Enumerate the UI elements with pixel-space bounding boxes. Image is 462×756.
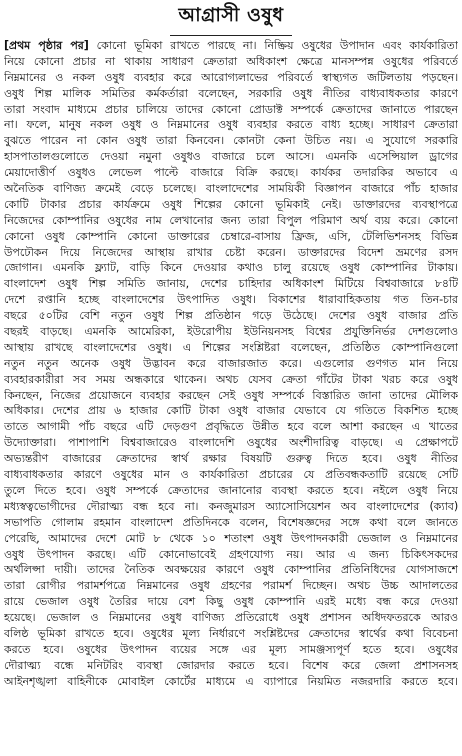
article-line: বছরই বাড়ছে। এমনকি আমেরিকা, ইউরোপীয় ইউনিয়নসহ বিশ্বের প্রযুক্তিনির্ভর দেশগুলোও [4, 325, 458, 339]
article-line: বাধ্যবাধকতার কারণে ওষুধের মান ও কার্যকারিতা প্রচারের যে প্রতিবন্ধকতাটি রয়েছে সেটি [4, 468, 458, 482]
article-line-text: কোনো ভূমিকা রাখতে পারছে না। নিষ্ক্রিয় ওষুধের উপাদান এবং কার্যকারিতা [88, 39, 458, 52]
article-line: সভাপতি গোলাম রহমান বাংলাদেশ প্রতিদিনকে বলেন, বিশেষজ্ঞদের সঙ্গে কথা বলে জানতে [4, 515, 458, 529]
continuation-label: [প্রথম পৃষ্ঠার পর] [4, 39, 89, 52]
article-line: তাতে আগামী পাঁচ বছরে এটি দেড়গুণ প্রবৃদ্ধিতে উন্নীত হবে বলে আশা করছেন এ খাতের [4, 420, 458, 434]
article-line: হাসপাতালগুলোতে দেওয়া নমুনা ওষুধও বাজারে চলে আসে। এমনকি এসেন্সিয়াল ড্রাগের [4, 150, 458, 164]
article-line: আইনশৃঙ্খলা বাহিনীকে মোবাইল কোর্টের মাধ্যমে এ ব্যাপারে নিয়মিত নজরদারি করতে হবে। [4, 674, 458, 688]
article-line: দৌরাত্ম্য বন্ধে মনিটরিং ব্যবস্থা জোরদার করতে হবে। বিশেষ করে জেলা প্রশাসনসহ [4, 658, 458, 672]
article-line: মধ্যস্বত্বভোগীদের দৌরাত্ম্য বন্ধ হবে না। কনজুমারস অ্যাসোসিয়েশন অব বাংলাদেশের (ক্যাব) [4, 499, 458, 513]
article-line: জোগান। এমনকি ফ্ল্যাট, বাড়ি কিনে দেওয়ার কথাও চালু রয়েছে ওষুধ কোম্পানির টাকায়। [4, 261, 458, 275]
article-line: নিয়ে কোনো প্রচার না থাকায় সাধারণ ক্রেতারা অধিকাংশ ক্ষেত্রে মানসম্পন্ন ওষুধের পরিবর্তে [4, 54, 458, 68]
article-line: ওষুধ উৎপাদন করছে। এটি কোনোভাবেই গ্রহণযোগ্য নয়। আর এ জন্য চিকিৎসকদের [4, 547, 458, 561]
article-line: নিম্নমানের ও নকল ওষুধ ব্যবহার করে আরোগ্যলাভের পরিবর্তে স্বাস্থ্যগত জটিলতায় পড়ছেন। [4, 70, 458, 84]
article-line: তুলে দিতে হবে। ওষুধ সম্পর্কে ক্রেতাদের জানানোর ব্যবস্থা করতে হবে। নইলে ওষুধ নিয়ে [4, 483, 458, 497]
article-line: হয়েছে। ভেজাল ও নিম্নমানের ওষুধ বাণিজ্য প্রতিরোধে ওষুধ প্রশাসন অধিদফতরকে আরও [4, 611, 458, 625]
article-body [4, 38, 458, 752]
article-line: করতে হবে। ওষুধের উৎপাদন ব্যয়ের সঙ্গে এর মূল্য সামঞ্জস্যপূর্ণ হতে হবে। ওষুধের [4, 642, 458, 656]
article-line [4, 38, 458, 54]
article-line: অধিকার। দেশের প্রায় ৬ হাজার কোটি টাকা ওষুধ বাজার যেভাবে যে গতিতে বিকশিত হচ্ছে [4, 404, 458, 418]
article-line: দেশে রপ্তানি হচ্ছে বাংলাদেশের উৎপাদিত ওষুধ। বিকাশের ধারাবাহিকতায় গত তিন-চার [4, 293, 458, 307]
article-line: তারা রোগীর পরামর্শপত্রে নিম্নমানের ওষুধ গ্রহণের পরামর্শ দিচ্ছেন। অথচ উচ্চ আদালতের [4, 579, 458, 593]
article-line: না। ফলে, মানুষ নকল ওষুধ ও নিম্নমানের ওষুধ ব্যবহার করতে বাধ্য হচ্ছে। সাধারণ ক্রেতারা [4, 118, 458, 132]
article-line: তারা সংবাদ মাধ্যমে প্রচার চালিয়ে তাদের কোনো প্রোডাক্ট সম্পর্কে ক্রেতাদের জানাতে পারছেন [4, 102, 458, 116]
article-line: কোনো ওষুধ কোম্পানি কোনো ডাক্তারের চেম্বারে-বাসায় ফ্রিজ, এসি, টেলিভিশনসহ বিভিন্ন [4, 229, 458, 243]
article-line: বুঝতে পারেন না কোন ওষুধ তারা কিনবেন। কোনটা কেনা উচিত নয়। এ সুযোগে সরকারি [4, 134, 458, 148]
article-line: পেরেছি, আমাদের দেশে মোট ৮ থেকে ১০ শতাংশ ওষুধ উৎপাদনকারী ভেজাল ও নিম্নমানের [4, 531, 458, 545]
article-line: কোটি টাকার প্রচার কার্যক্রমে ওষুধ শিল্পের কোনো ভূমিকাই নেই। ডাক্তারদের ব্যবস্থাপত্রে [4, 197, 458, 211]
article-line: মেয়াদোত্তীর্ণ ওষুধও লেভেল পাল্টে বাজারে বিক্রি করছে। কার্যকর তদারকির অভাবে এ [4, 166, 458, 180]
article-line: উপঢৌকন দিয়ে নিজেদের আস্থায় রাখার চেষ্টা করেন। ডাক্তারদের বিদেশ ভ্রমণের রসদ [4, 245, 458, 259]
article-line: অভ্যন্তরীণ বাজারের ক্রেতাদের স্বার্থ রক্ষার বিষয়টি গুরুত্ব দিতে হবে। ওষুধ নীতির [4, 452, 458, 466]
article-line: বলিষ্ঠ ভূমিকা রাখতে হবে। ওষুধের মূল্য নির্ধারণে সংশ্লিষ্টদের ক্রেতাদের স্বার্থের কথা বিবেচনা [4, 626, 458, 640]
article-line: রায়ে ভেজাল ওষুধ তৈরির দায়ে বেশ কিছু ওষুধ কোম্পানি এরই মধ্যে বন্ধ করে দেওয়া [4, 595, 458, 609]
article-line: ওষুধ শিল্প মালিক সমিতির কর্মকর্তারা বলেছেন, সরকারি ওষুধ নীতির বাধ্যবাধকতার কারণে [4, 86, 458, 100]
article-line: উদ্যোক্তারা। পাশাপাশি বিশ্ববাজারেও বাংলাদেশি ওষুধের অংশীদারিত্ব বাড়ছে। এ প্রেক্ষাপটে [4, 436, 458, 450]
article-line: আস্থায় রাখছে বাংলাদেশের ওষুধ। এ শিল্পের সংশ্লিষ্টরা বলেছেন, প্রতিষ্ঠিত কোম্পানিগুলো [4, 340, 458, 354]
article-line [4, 690, 458, 706]
article-line: বছরে ৫০টির বেশি নতুন ওষুধ শিল্প প্রতিষ্ঠান গড়ে উঠেছে। দেশের ওষুধ বাজার প্রতি [4, 309, 458, 323]
article-line: অনৈতিক বাণিজ্য ক্রমেই বেড়ে চলেছে। বাংলাদেশের সাময়িকী বিজ্ঞাপন বাজারে পাঁচ হাজার [4, 182, 458, 196]
article-line: বাংলাদেশ ওষুধ শিল্প সমিতি জানায়, দেশের চাহিদার অধিকাংশ মিটিয়ে বিশ্ববাজারে ৮৪টি [4, 277, 458, 291]
article-line: ব্যবহারকারীরা সব সময় অন্ধকারে থাকেন। অথচ যেসব ক্রেতা গাঁটের টাকা খরচ করে ওষুধ [4, 372, 458, 386]
article-line: নিজেদের কোম্পানির ওষুধের নাম লেখানোর জন্য তারা বিপুল পরিমাণ অর্থ ব্যয় করে। কোনো [4, 213, 458, 227]
article-line: নতুন নতুন অনেক ওষুধ উদ্ভাবন করে বাজারজাত করে। এগুলোর গুণগত মান নিয়ে [4, 356, 458, 370]
article-headline: আগ্রাসী ওষুধ [170, 1, 291, 36]
article-line: অর্থলিপ্সা দায়ী। তাদের নৈতিক অবক্ষয়ের কারণে ওষুধ কোম্পানির প্রতিনিধিদের যোগসাজশে [4, 563, 458, 577]
headline-container [0, 3, 462, 33]
article-line: কিনছেন, নিজের প্রয়োজনে ব্যবহার করছেন সেই ওষুধ সম্পর্কে বিস্তারিত জানা তাদের মৌলিক [4, 388, 458, 402]
